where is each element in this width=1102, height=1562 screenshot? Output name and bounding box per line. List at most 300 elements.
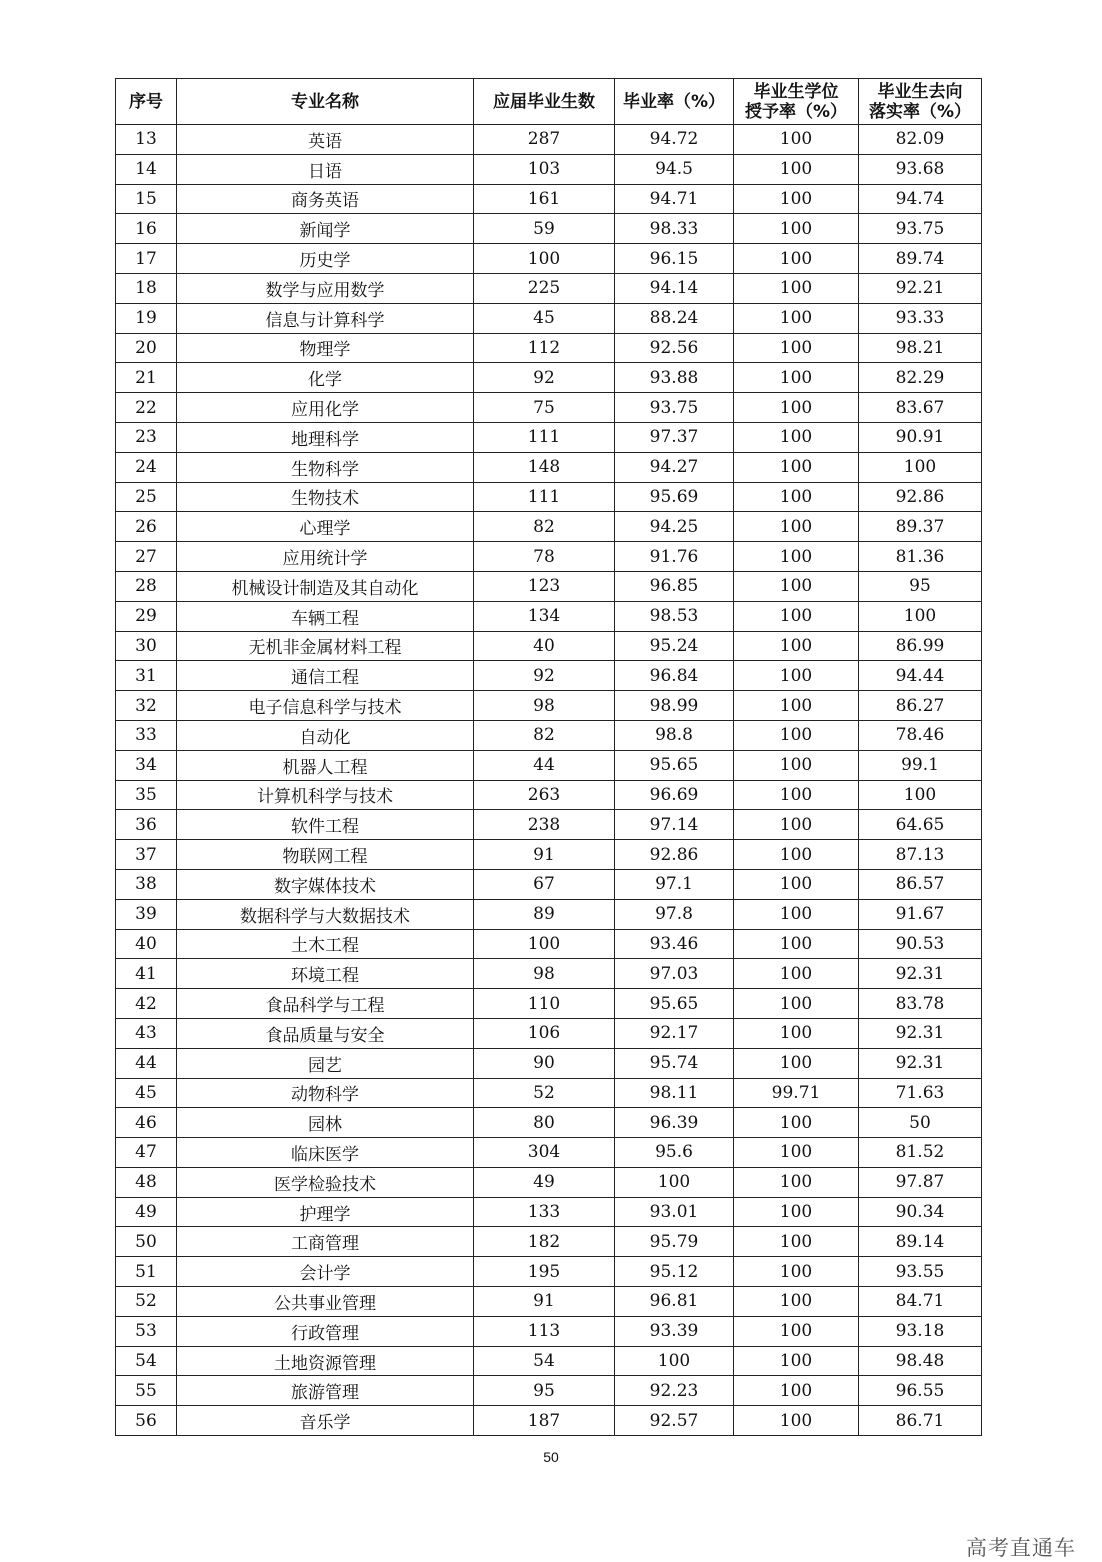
cell-graduation-rate: 93.75 (615, 393, 734, 423)
cell-major-name: 自动化 (177, 720, 474, 750)
cell-index: 15 (116, 184, 177, 214)
table-row (116, 1406, 982, 1436)
cell-index: 40 (116, 929, 177, 959)
cell-graduation-rate: 94.25 (615, 512, 734, 542)
cell-major-name: 车辆工程 (177, 601, 474, 631)
cell-index: 55 (116, 1376, 177, 1406)
cell-index: 45 (116, 1078, 177, 1108)
cell-degree-rate: 99.71 (734, 1078, 859, 1108)
cell-major-name: 数据科学与大数据技术 (177, 899, 474, 929)
header-major-name: 专业名称 (177, 79, 474, 125)
cell-graduation-rate: 92.17 (615, 1018, 734, 1048)
cell-graduate-count: 133 (474, 1197, 615, 1227)
cell-degree-rate: 100 (734, 780, 859, 810)
cell-graduation-rate: 94.71 (615, 184, 734, 214)
table-row (116, 273, 982, 303)
cell-graduate-count: 92 (474, 661, 615, 691)
cell-graduate-count: 92 (474, 363, 615, 393)
cell-graduate-count: 82 (474, 720, 615, 750)
cell-index: 25 (116, 482, 177, 512)
cell-placement-rate: 92.21 (859, 273, 982, 303)
table-row (116, 631, 982, 661)
cell-placement-rate: 91.67 (859, 899, 982, 929)
cell-graduation-rate: 88.24 (615, 303, 734, 333)
cell-index: 14 (116, 154, 177, 184)
cell-major-name: 环境工程 (177, 959, 474, 989)
cell-index: 29 (116, 601, 177, 631)
table-row (116, 482, 982, 512)
cell-graduation-rate: 98.99 (615, 691, 734, 721)
cell-graduation-rate: 95.69 (615, 482, 734, 512)
cell-major-name: 园艺 (177, 1048, 474, 1078)
cell-index: 17 (116, 244, 177, 274)
cell-graduation-rate: 95.74 (615, 1048, 734, 1078)
table-row (116, 1167, 982, 1197)
cell-major-name: 物理学 (177, 333, 474, 363)
cell-graduate-count: 263 (474, 780, 615, 810)
cell-graduation-rate: 97.37 (615, 422, 734, 452)
cell-degree-rate: 100 (734, 1108, 859, 1138)
cell-degree-rate: 100 (734, 899, 859, 929)
cell-placement-rate: 93.18 (859, 1316, 982, 1346)
cell-graduate-count: 90 (474, 1048, 615, 1078)
cell-graduate-count: 59 (474, 214, 615, 244)
table-row (116, 333, 982, 363)
cell-graduate-count: 82 (474, 512, 615, 542)
cell-graduate-count: 195 (474, 1257, 615, 1287)
cell-graduate-count: 123 (474, 571, 615, 601)
watermark-text: 高考直通车 (966, 1536, 1076, 1560)
cell-index: 18 (116, 273, 177, 303)
cell-degree-rate: 100 (734, 184, 859, 214)
cell-degree-rate: 100 (734, 571, 859, 601)
cell-index: 13 (116, 125, 177, 155)
cell-graduate-count: 49 (474, 1167, 615, 1197)
cell-degree-rate: 100 (734, 1018, 859, 1048)
cell-graduate-count: 91 (474, 1287, 615, 1317)
cell-degree-rate: 100 (734, 512, 859, 542)
cell-major-name: 信息与计算科学 (177, 303, 474, 333)
table-row (116, 1138, 982, 1168)
cell-placement-rate: 98.21 (859, 333, 982, 363)
cell-placement-rate: 93.55 (859, 1257, 982, 1287)
cell-index: 49 (116, 1197, 177, 1227)
cell-placement-rate: 93.68 (859, 154, 982, 184)
table-row (116, 303, 982, 333)
cell-major-name: 无机非金属材料工程 (177, 631, 474, 661)
cell-graduation-rate: 93.46 (615, 929, 734, 959)
table-row (116, 214, 982, 244)
cell-index: 20 (116, 333, 177, 363)
table-row (116, 959, 982, 989)
cell-degree-rate: 100 (734, 273, 859, 303)
cell-graduate-count: 52 (474, 1078, 615, 1108)
cell-graduation-rate: 96.81 (615, 1287, 734, 1317)
cell-placement-rate: 97.87 (859, 1167, 982, 1197)
cell-placement-rate: 94.44 (859, 661, 982, 691)
table-row (116, 601, 982, 631)
cell-degree-rate: 100 (734, 125, 859, 155)
cell-degree-rate: 100 (734, 1287, 859, 1317)
cell-major-name: 医学检验技术 (177, 1167, 474, 1197)
cell-degree-rate: 100 (734, 214, 859, 244)
header-index: 序号 (116, 79, 177, 125)
cell-major-name: 数字媒体技术 (177, 869, 474, 899)
cell-graduate-count: 91 (474, 840, 615, 870)
cell-placement-rate: 93.33 (859, 303, 982, 333)
table-row (116, 1287, 982, 1317)
table-row (116, 1376, 982, 1406)
cell-graduate-count: 182 (474, 1227, 615, 1257)
cell-degree-rate: 100 (734, 750, 859, 780)
cell-placement-rate: 90.91 (859, 422, 982, 452)
cell-index: 54 (116, 1346, 177, 1376)
cell-index: 34 (116, 750, 177, 780)
cell-graduation-rate: 97.8 (615, 899, 734, 929)
cell-graduate-count: 304 (474, 1138, 615, 1168)
cell-index: 24 (116, 452, 177, 482)
cell-graduation-rate: 94.72 (615, 125, 734, 155)
cell-graduation-rate: 97.1 (615, 869, 734, 899)
cell-degree-rate: 100 (734, 244, 859, 274)
cell-placement-rate: 96.55 (859, 1376, 982, 1406)
cell-degree-rate: 100 (734, 989, 859, 1019)
table-row (116, 750, 982, 780)
cell-placement-rate: 92.31 (859, 1048, 982, 1078)
cell-graduate-count: 45 (474, 303, 615, 333)
cell-degree-rate: 100 (734, 959, 859, 989)
cell-graduate-count: 98 (474, 691, 615, 721)
cell-graduation-rate: 100 (615, 1167, 734, 1197)
table-row (116, 1018, 982, 1048)
cell-index: 33 (116, 720, 177, 750)
table-row (116, 1227, 982, 1257)
cell-major-name: 新闻学 (177, 214, 474, 244)
cell-placement-rate: 92.86 (859, 482, 982, 512)
cell-placement-rate: 86.27 (859, 691, 982, 721)
cell-placement-rate: 82.29 (859, 363, 982, 393)
table-row (116, 929, 982, 959)
cell-degree-rate: 100 (734, 1197, 859, 1227)
cell-placement-rate: 95 (859, 571, 982, 601)
cell-graduate-count: 110 (474, 989, 615, 1019)
cell-graduation-rate: 94.27 (615, 452, 734, 482)
cell-index: 32 (116, 691, 177, 721)
cell-graduate-count: 111 (474, 482, 615, 512)
cell-index: 44 (116, 1048, 177, 1078)
table-row (116, 1078, 982, 1108)
cell-graduation-rate: 95.6 (615, 1138, 734, 1168)
cell-degree-rate: 100 (734, 1257, 859, 1287)
cell-degree-rate: 100 (734, 363, 859, 393)
cell-major-name: 生物科学 (177, 452, 474, 482)
table-row (116, 1346, 982, 1376)
cell-graduation-rate: 91.76 (615, 542, 734, 572)
cell-graduate-count: 134 (474, 601, 615, 631)
cell-graduation-rate: 93.39 (615, 1316, 734, 1346)
table-row (116, 1048, 982, 1078)
cell-major-name: 物联网工程 (177, 840, 474, 870)
table-row (116, 244, 982, 274)
cell-major-name: 食品质量与安全 (177, 1018, 474, 1048)
cell-graduation-rate: 95.12 (615, 1257, 734, 1287)
cell-major-name: 园林 (177, 1108, 474, 1138)
cell-graduate-count: 89 (474, 899, 615, 929)
cell-major-name: 行政管理 (177, 1316, 474, 1346)
cell-graduate-count: 111 (474, 422, 615, 452)
cell-index: 16 (116, 214, 177, 244)
table-row (116, 899, 982, 929)
cell-graduation-rate: 95.79 (615, 1227, 734, 1257)
cell-placement-rate: 81.36 (859, 542, 982, 572)
cell-major-name: 旅游管理 (177, 1376, 474, 1406)
cell-placement-rate: 99.1 (859, 750, 982, 780)
cell-graduate-count: 103 (474, 154, 615, 184)
cell-placement-rate: 92.31 (859, 959, 982, 989)
cell-degree-rate: 100 (734, 1167, 859, 1197)
cell-index: 42 (116, 989, 177, 1019)
cell-index: 53 (116, 1316, 177, 1346)
graduate-stats-table (115, 78, 982, 1436)
cell-graduation-rate: 92.57 (615, 1406, 734, 1436)
cell-graduate-count: 287 (474, 125, 615, 155)
cell-index: 52 (116, 1287, 177, 1317)
table-row (116, 989, 982, 1019)
table-row (116, 720, 982, 750)
cell-index: 47 (116, 1138, 177, 1168)
cell-major-name: 应用统计学 (177, 542, 474, 572)
cell-major-name: 护理学 (177, 1197, 474, 1227)
cell-major-name: 计算机科学与技术 (177, 780, 474, 810)
cell-index: 26 (116, 512, 177, 542)
cell-placement-rate: 83.67 (859, 393, 982, 423)
cell-major-name: 心理学 (177, 512, 474, 542)
cell-major-name: 机器人工程 (177, 750, 474, 780)
cell-degree-rate: 100 (734, 154, 859, 184)
cell-graduation-rate: 100 (615, 1346, 734, 1376)
cell-graduate-count: 161 (474, 184, 615, 214)
cell-graduation-rate: 92.86 (615, 840, 734, 870)
cell-placement-rate: 90.34 (859, 1197, 982, 1227)
cell-major-name: 工商管理 (177, 1227, 474, 1257)
cell-index: 50 (116, 1227, 177, 1257)
cell-graduation-rate: 96.85 (615, 571, 734, 601)
cell-degree-rate: 100 (734, 1316, 859, 1346)
table-row (116, 661, 982, 691)
cell-placement-rate: 87.13 (859, 840, 982, 870)
cell-graduation-rate: 94.14 (615, 273, 734, 303)
cell-degree-rate: 100 (734, 1138, 859, 1168)
cell-degree-rate: 100 (734, 720, 859, 750)
cell-index: 56 (116, 1406, 177, 1436)
cell-major-name: 地理科学 (177, 422, 474, 452)
cell-index: 30 (116, 631, 177, 661)
cell-graduate-count: 100 (474, 244, 615, 274)
cell-major-name: 生物技术 (177, 482, 474, 512)
cell-degree-rate: 100 (734, 601, 859, 631)
table-row (116, 571, 982, 601)
cell-graduation-rate: 95.65 (615, 750, 734, 780)
cell-placement-rate: 86.71 (859, 1406, 982, 1436)
cell-major-name: 公共事业管理 (177, 1287, 474, 1317)
cell-placement-rate: 50 (859, 1108, 982, 1138)
cell-placement-rate: 98.48 (859, 1346, 982, 1376)
cell-placement-rate: 82.09 (859, 125, 982, 155)
cell-graduate-count: 44 (474, 750, 615, 780)
table-row (116, 125, 982, 155)
cell-graduate-count: 80 (474, 1108, 615, 1138)
cell-graduation-rate: 96.15 (615, 244, 734, 274)
cell-degree-rate: 100 (734, 393, 859, 423)
cell-index: 38 (116, 869, 177, 899)
cell-major-name: 会计学 (177, 1257, 474, 1287)
table-row (116, 542, 982, 572)
table-row (116, 184, 982, 214)
cell-placement-rate: 94.74 (859, 184, 982, 214)
cell-graduate-count: 106 (474, 1018, 615, 1048)
table-row (116, 840, 982, 870)
cell-placement-rate: 86.57 (859, 869, 982, 899)
cell-graduate-count: 75 (474, 393, 615, 423)
cell-graduate-count: 54 (474, 1346, 615, 1376)
cell-degree-rate: 100 (734, 452, 859, 482)
table-header-row (116, 79, 982, 125)
cell-major-name: 化学 (177, 363, 474, 393)
cell-graduation-rate: 98.33 (615, 214, 734, 244)
cell-graduate-count: 238 (474, 810, 615, 840)
cell-index: 51 (116, 1257, 177, 1287)
cell-degree-rate: 100 (734, 840, 859, 870)
cell-major-name: 通信工程 (177, 661, 474, 691)
cell-major-name: 食品科学与工程 (177, 989, 474, 1019)
cell-graduation-rate: 93.88 (615, 363, 734, 393)
cell-graduation-rate: 94.5 (615, 154, 734, 184)
table-row (116, 691, 982, 721)
cell-placement-rate: 93.75 (859, 214, 982, 244)
cell-graduation-rate: 97.14 (615, 810, 734, 840)
cell-placement-rate: 83.78 (859, 989, 982, 1019)
cell-placement-rate: 100 (859, 601, 982, 631)
cell-graduation-rate: 98.11 (615, 1078, 734, 1108)
cell-major-name: 软件工程 (177, 810, 474, 840)
cell-graduation-rate: 96.84 (615, 661, 734, 691)
table-row (116, 1197, 982, 1227)
cell-major-name: 音乐学 (177, 1406, 474, 1436)
cell-degree-rate: 100 (734, 661, 859, 691)
cell-major-name: 日语 (177, 154, 474, 184)
cell-degree-rate: 100 (734, 1048, 859, 1078)
table-body (116, 125, 982, 1436)
cell-degree-rate: 100 (734, 1346, 859, 1376)
cell-placement-rate: 89.14 (859, 1227, 982, 1257)
cell-index: 22 (116, 393, 177, 423)
cell-index: 48 (116, 1167, 177, 1197)
cell-degree-rate: 100 (734, 422, 859, 452)
table-row (116, 512, 982, 542)
cell-degree-rate: 100 (734, 1227, 859, 1257)
cell-graduation-rate: 92.56 (615, 333, 734, 363)
cell-index: 23 (116, 422, 177, 452)
cell-graduation-rate: 95.24 (615, 631, 734, 661)
table-row (116, 810, 982, 840)
header-degree-rate: 毕业生学位 授予率（%） (734, 79, 859, 125)
table-row (116, 452, 982, 482)
table-row (116, 869, 982, 899)
cell-placement-rate: 71.63 (859, 1078, 982, 1108)
cell-graduation-rate: 98.53 (615, 601, 734, 631)
cell-degree-rate: 100 (734, 810, 859, 840)
table-row (116, 393, 982, 423)
cell-index: 35 (116, 780, 177, 810)
cell-placement-rate: 89.37 (859, 512, 982, 542)
cell-index: 27 (116, 542, 177, 572)
cell-graduate-count: 67 (474, 869, 615, 899)
cell-index: 37 (116, 840, 177, 870)
cell-index: 28 (116, 571, 177, 601)
cell-graduate-count: 100 (474, 929, 615, 959)
cell-graduate-count: 225 (474, 273, 615, 303)
cell-major-name: 数学与应用数学 (177, 273, 474, 303)
table-row (116, 1108, 982, 1138)
cell-graduate-count: 148 (474, 452, 615, 482)
cell-index: 46 (116, 1108, 177, 1138)
cell-placement-rate: 100 (859, 780, 982, 810)
cell-major-name: 电子信息科学与技术 (177, 691, 474, 721)
cell-index: 21 (116, 363, 177, 393)
cell-graduation-rate: 96.69 (615, 780, 734, 810)
cell-degree-rate: 100 (734, 929, 859, 959)
cell-placement-rate: 64.65 (859, 810, 982, 840)
cell-degree-rate: 100 (734, 1376, 859, 1406)
cell-graduate-count: 40 (474, 631, 615, 661)
table-row (116, 780, 982, 810)
cell-graduation-rate: 97.03 (615, 959, 734, 989)
cell-graduate-count: 78 (474, 542, 615, 572)
cell-major-name: 动物科学 (177, 1078, 474, 1108)
table-row (116, 154, 982, 184)
cell-major-name: 土木工程 (177, 929, 474, 959)
cell-placement-rate: 78.46 (859, 720, 982, 750)
cell-degree-rate: 100 (734, 631, 859, 661)
cell-graduation-rate: 95.65 (615, 989, 734, 1019)
cell-major-name: 应用化学 (177, 393, 474, 423)
cell-placement-rate: 89.74 (859, 244, 982, 274)
table-row (116, 1316, 982, 1346)
cell-degree-rate: 100 (734, 691, 859, 721)
cell-graduation-rate: 93.01 (615, 1197, 734, 1227)
cell-placement-rate: 100 (859, 452, 982, 482)
header-placement-rate: 毕业生去向 落实率（%） (859, 79, 982, 125)
cell-index: 31 (116, 661, 177, 691)
cell-degree-rate: 100 (734, 1406, 859, 1436)
table-row (116, 363, 982, 393)
cell-index: 41 (116, 959, 177, 989)
cell-placement-rate: 81.52 (859, 1138, 982, 1168)
cell-graduation-rate: 96.39 (615, 1108, 734, 1138)
cell-degree-rate: 100 (734, 542, 859, 572)
cell-index: 39 (116, 899, 177, 929)
page-number: 50 (543, 1449, 559, 1465)
cell-major-name: 临床医学 (177, 1138, 474, 1168)
cell-graduate-count: 187 (474, 1406, 615, 1436)
cell-graduate-count: 95 (474, 1376, 615, 1406)
cell-graduate-count: 113 (474, 1316, 615, 1346)
header-graduation-rate: 毕业率（%） (615, 79, 734, 125)
cell-placement-rate: 86.99 (859, 631, 982, 661)
cell-major-name: 英语 (177, 125, 474, 155)
cell-graduate-count: 112 (474, 333, 615, 363)
header-graduate-count: 应届毕业生数 (474, 79, 615, 125)
